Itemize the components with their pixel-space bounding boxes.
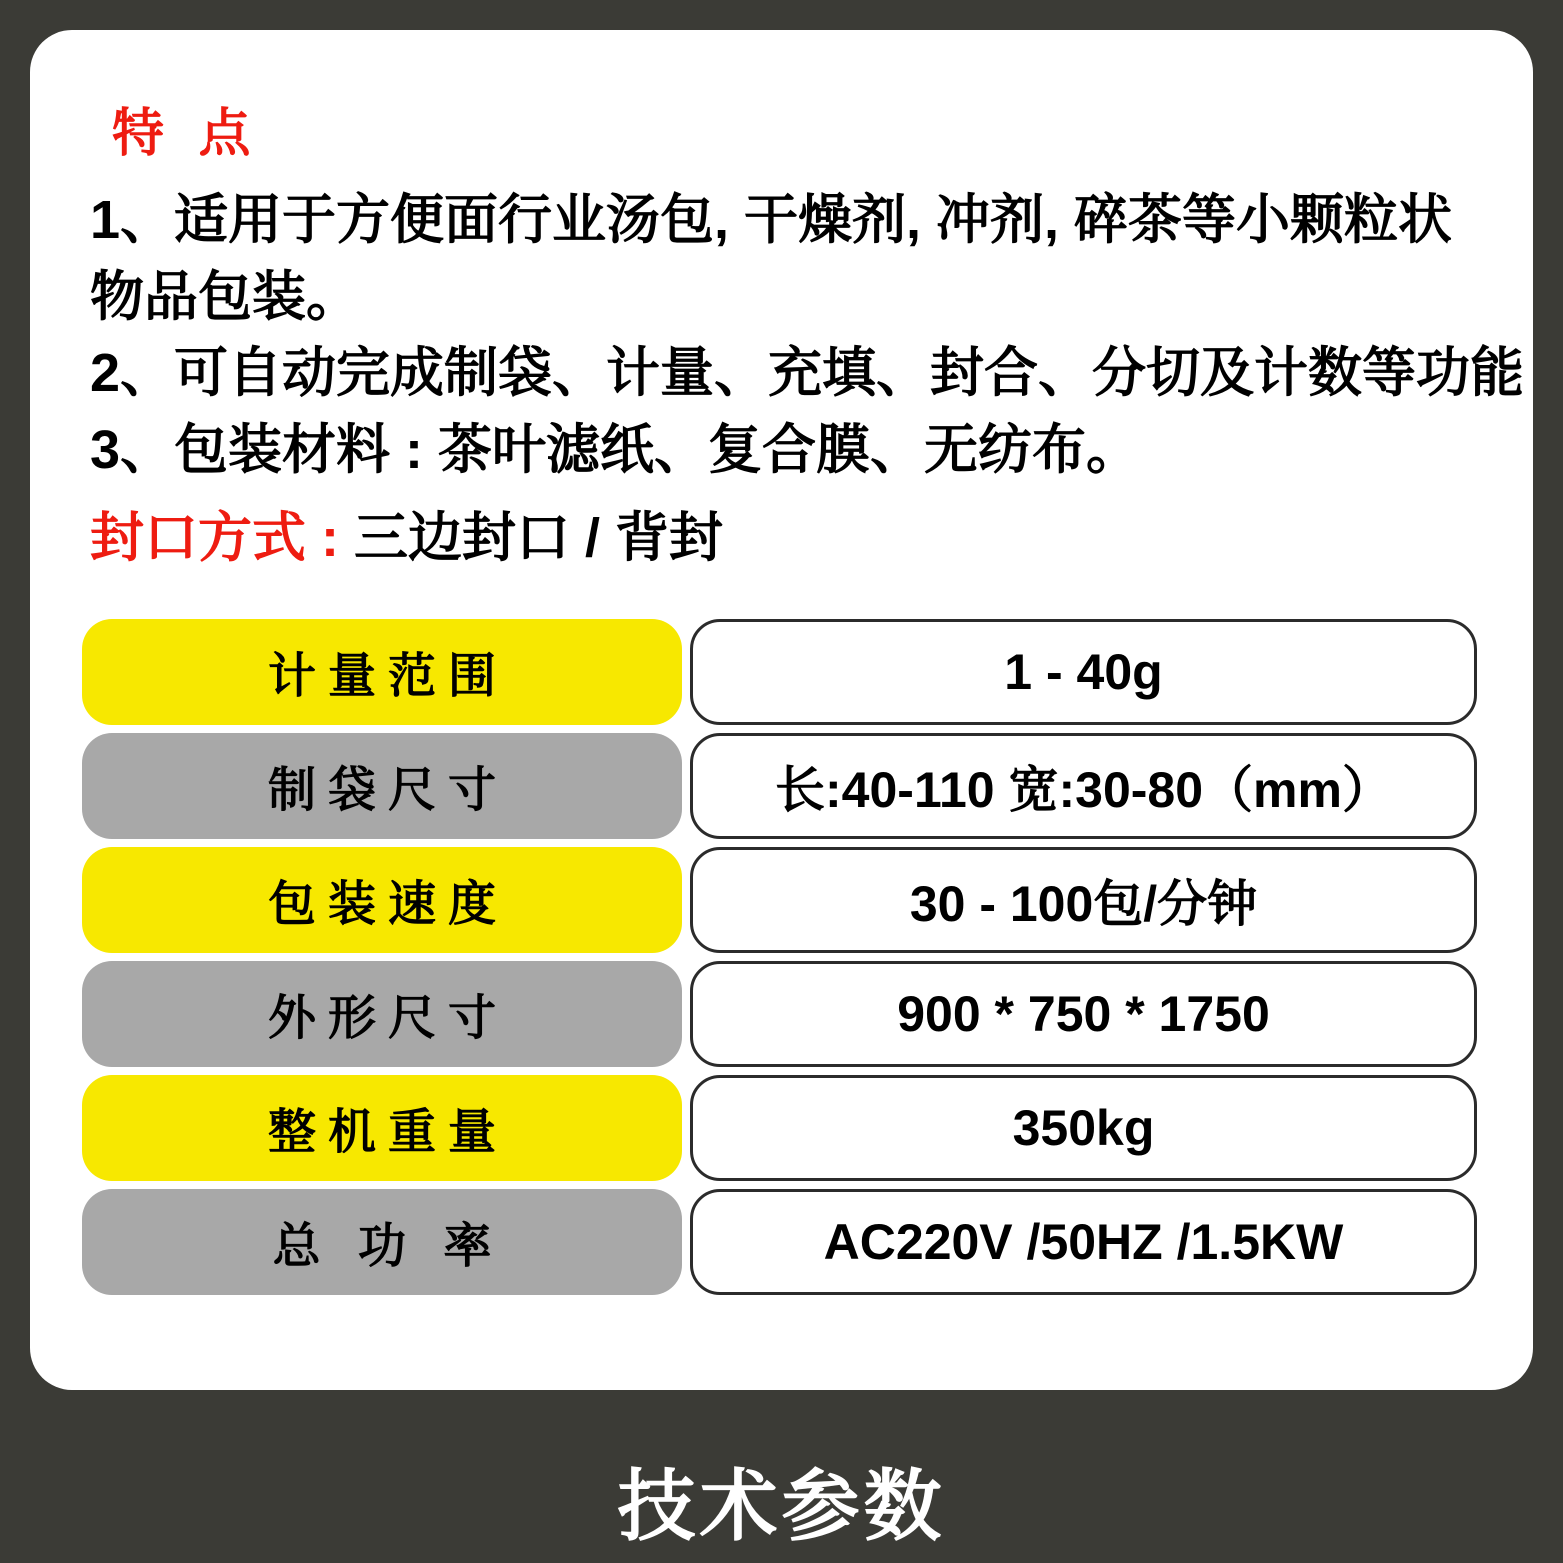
table-row: [82, 733, 1477, 839]
spec-key-machine-weight: 整机重量: [82, 1075, 682, 1181]
spec-value-total-power: AC220V /50HZ /1.5KW: [690, 1189, 1477, 1295]
table-row: [82, 847, 1477, 953]
table-row: [82, 1189, 1477, 1295]
seal-method-line: [90, 503, 1481, 573]
features-title: 特 点: [112, 105, 261, 163]
page-title: 技术参数: [617, 1462, 946, 1550]
seal-method-value: 三边封口 / 背封: [354, 507, 724, 568]
table-row: [82, 1075, 1477, 1181]
spec-value-bag-size: 长:40-110 宽:30-80（mm）: [690, 733, 1477, 839]
feature-item-2: 2、可自动完成制袋、计量、充填、封合、分切及计数等功能: [90, 343, 1525, 404]
spec-key-bag-size: 制袋尺寸: [82, 733, 682, 839]
feature-item-1: 1、适用于方便面行业汤包, 干燥剂, 冲剂, 碎茶等小颗粒状物品包装。: [90, 190, 1453, 327]
spec-card: [30, 30, 1533, 1390]
spec-table: [82, 619, 1477, 1295]
spec-key-measuring-range: 计量范围: [82, 619, 682, 725]
spec-key-packing-speed: 包装速度: [82, 847, 682, 953]
table-row: [82, 619, 1477, 725]
spec-value-machine-weight: 350kg: [690, 1075, 1477, 1181]
feature-item-3: 3、包装材料 : 茶叶滤纸、复合膜、无纺布。: [90, 420, 1141, 481]
features-block: [82, 105, 1525, 573]
spec-value-measuring-range: 1 - 40g: [690, 619, 1477, 725]
spec-value-packing-speed: 30 - 100包/分钟: [690, 847, 1477, 953]
spec-value-overall-dimensions: 900 * 750 * 1750: [690, 961, 1477, 1067]
spec-key-overall-dimensions: 外形尺寸: [82, 961, 682, 1067]
spec-key-total-power: 总 功 率: [82, 1189, 682, 1295]
seal-method-label: 封口方式 :: [90, 507, 339, 568]
table-row: [82, 961, 1477, 1067]
